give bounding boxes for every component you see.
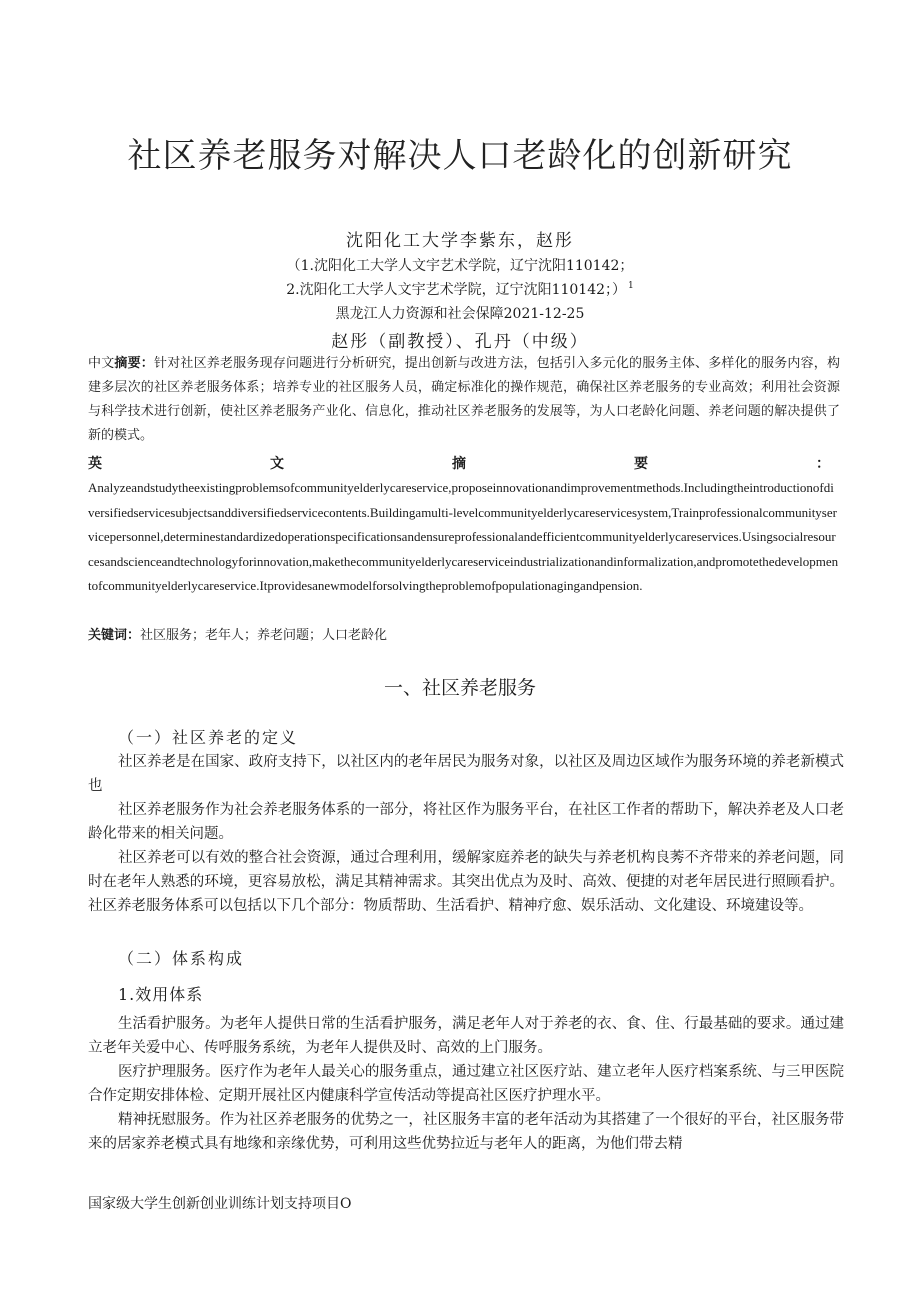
body-paragraph: 社区养老服务作为社会养老服务体系的一部分，将社区作为服务平台，在社区工作者的帮助下，解决养老及人口老龄化带来的相关问题。 (88, 802, 844, 842)
affiliation-text-2: 2.沈阳化工大学人文宇艺术学院，辽宁沈阳110142；） (286, 282, 627, 298)
keywords-text: 社区服务；老年人；养老问题；人口老龄化 (140, 628, 388, 643)
footnote: 国家级大学生创新创业训练计划支持项目O (88, 1196, 352, 1212)
advisor-line: 赵彤（副教授）、孔丹（中级） (331, 332, 589, 352)
abstract-en-label-char: 摘 (452, 456, 466, 472)
abstract-cn-prefix: 中文 (88, 356, 115, 371)
subsection-heading-definition: （一）社区养老的定义 (118, 728, 299, 747)
body-paragraph: 生活看护服务。为老年人提供日常的生活看护服务，满足老年人对于养老的衣、食、住、行最基础的要求。通过建立老年关爱中心、传呼服务系统，为老年人提供及时、高效的上门服务。 (88, 1016, 844, 1056)
abstract-en-label-char: 要 (634, 456, 648, 472)
abstract-cn-text: 针对社区养老服务现存问题进行分析研究，提出创新与改进方法，包括引入多元化的服务主体、多样化的服务内容，构建多层次的社区养老服务体系；培养专业的社区服务人员，确定标准化的操作规范，确保社区养老服务的专业高效；利用社会资源与科学技术进行创新，使社区养老服务产业化、信息化，推动社区养老服务的发展等，为人口老龄化问题、养老问题的解决提供了新的模式。 (88, 356, 840, 443)
footnote-marker: 1 (628, 281, 634, 292)
author-line: 沈阳化工大学李紫东，赵彤 (346, 231, 574, 251)
section-heading: 一、社区养老服务 (383, 677, 536, 699)
body-paragraph: 社区养老可以有效的整合社会资源，通过合理利用，缓解家庭养老的缺失与养老机构良莠不齐带来的养老问题，同时在老年人熟悉的环境，更容易放松，满足其精神需求。其突出优点为及时、高效、便捷的对老年居民进行照顾看护。社区养老服务体系可以包括以下几个部分：物质帮助、生活看护、精神疗愈、娱乐活动、文化建设、环境建设等。 (88, 850, 844, 914)
affiliation-line-2 (0, 279, 920, 299)
abstract-en-label-char: 文 (270, 456, 284, 472)
abstract-english-label (88, 453, 830, 473)
abstract-english-text: Analyzeandstudytheexistingproblemsofcommunityelderlycareservice,proposeinnovationandimprovementmethods.Includingtheintroductionofdiversifiedservicesubjectsanddiversifiedservicecontents.Buildingamulti-levelcommunityelderlycareservicesystem,Trainprofessionalcommunityservicepersonnel,determinestandardizedoperationspecificationsandensureprofessionalandefficientcommunityelderlycareservices.Usingsocialresourcesandscienceandtechnologyforinnovation,makethecommunityelderlycareserviceindustrializationandinformalization,andpromotethedevelopmentofcommunityelderlycareservice.Itprovidesanewmodelforsolvingtheproblemofpopulationagingandpension. (88, 480, 839, 593)
keywords-label: 关键词： (88, 628, 141, 643)
journal-line: 黑龙江人力资源和社会保障2021-12-25 (335, 306, 585, 322)
abstract-en-label-char: 英 (88, 456, 102, 472)
body-paragraph: 医疗护理服务。医疗作为老年人最关心的服务重点，通过建立社区医疗站、建立老年人医疗档案系统、与三甲医院合作定期安排体检、定期开展社区内健康科学宣传活动等提高社区医疗护理水平。 (88, 1064, 844, 1104)
abstract-en-label-char: ： (816, 456, 830, 472)
abstract-cn-label: 摘要： (114, 356, 154, 371)
abstract-chinese (88, 352, 840, 448)
affiliation-line-1: （1.沈阳化工大学人文宇艺术学院，辽宁沈阳110142； (286, 258, 634, 274)
keywords (88, 624, 840, 643)
body-paragraph: 精神抚慰服务。作为社区养老服务的优势之一，社区服务丰富的老年活动为其搭建了一个很好的平台，社区服务带来的居家养老模式具有地缘和亲缘优势，可利用这些优势拉近与老年人的距离，为他们带去精 (88, 1112, 844, 1152)
body-paragraph: 社区养老是在国家、政府支持下，以社区内的老年居民为服务对象，以社区及周边区域作为服务环境的养老新模式也 (88, 754, 844, 794)
subsection-heading-structure: （二）体系构成 (118, 949, 245, 968)
paper-title: 社区养老服务对解决人口老龄化的创新研究 (127, 136, 793, 176)
subsubsection-heading: 1.效用体系 (118, 985, 204, 1004)
